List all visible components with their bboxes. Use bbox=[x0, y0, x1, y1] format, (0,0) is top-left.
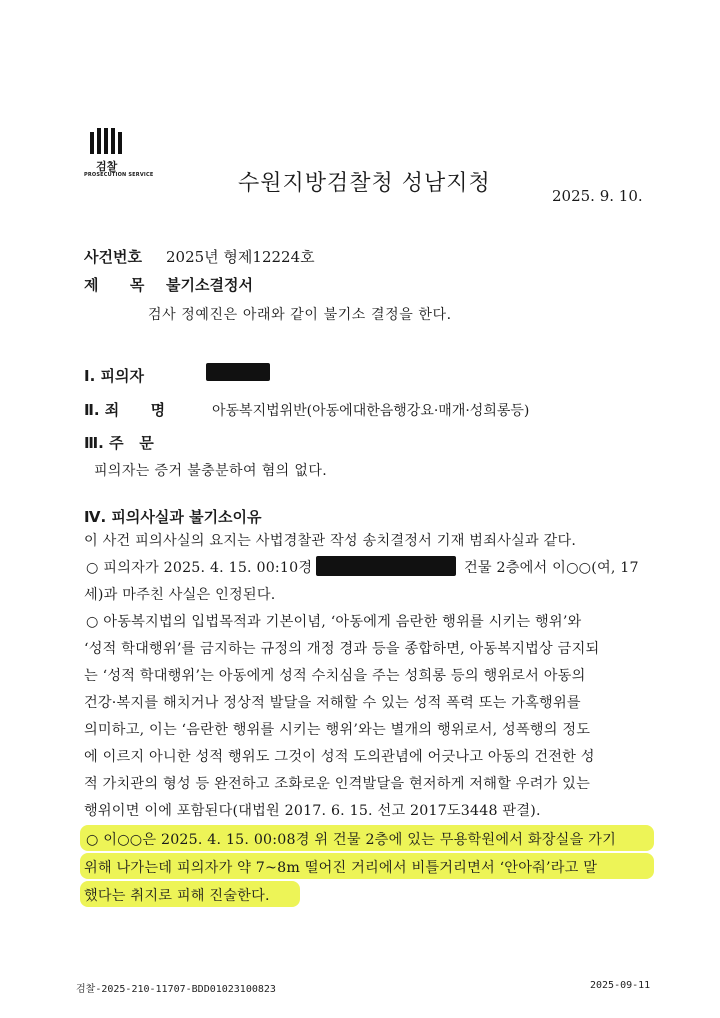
logo-bars-icon bbox=[90, 128, 125, 154]
body-line: 이 사건 피의사실의 요지는 사법경찰관 작성 송치결정서 기재 범죄사실과 같다. bbox=[84, 533, 577, 549]
body-line: 는 ‘성적 학대행위’는 아동에게 성적 수치심을 주는 성희롱 등의 행위로서 아동의 bbox=[84, 668, 586, 684]
section-2-heading: Ⅱ. 죄 명 bbox=[84, 401, 166, 419]
body-line: 의미하고, 이는 ‘음란한 행위를 시키는 행위’와는 별개의 행위로서, 성폭행의 정도 bbox=[84, 722, 591, 738]
section-1-heading: Ⅰ. 피의자 bbox=[84, 367, 144, 385]
office-name: 수원지방검찰청 성남지청 bbox=[238, 171, 491, 196]
section-3-heading: Ⅲ. 주 문 bbox=[84, 434, 154, 452]
logo-subtitle: PROSECUTION SERVICE bbox=[84, 172, 154, 178]
print-date: 2025-09-11 bbox=[590, 980, 651, 991]
body-line: 에 이르지 아니한 성적 행위도 그것이 성적 도의관념에 어긋나고 아동의 건전한 성 bbox=[84, 749, 595, 765]
body-line: 건강·복지를 해치거나 정상적 발달을 저해할 수 있는 성적 폭력 또는 가혹행위를 bbox=[84, 695, 581, 711]
body-line: 적 가치관의 형성 등 완전하고 조화로운 인격발달을 현저하게 저해할 우려가 있는 bbox=[84, 776, 590, 792]
location-redaction bbox=[316, 556, 456, 576]
suspect-name-redaction bbox=[206, 363, 270, 381]
prosecution-logo bbox=[84, 128, 154, 184]
body-line: 세)과 마주친 사실은 인정된다. bbox=[84, 587, 276, 603]
document-id: 검찰-2025-210-11707-BDD01023100823 bbox=[76, 984, 276, 995]
body-line: ○ 아동복지법의 입법목적과 기본이념, ‘아동에게 음란한 행위를 시키는 행위’와 bbox=[86, 614, 582, 630]
case-number-value: 2025년 형제12224호 bbox=[166, 248, 315, 266]
body-line-highlighted: 위해 나가는데 피의자가 약 7~8m 떨어진 거리에서 비틀거리면서 ‘안아줘’라고 말 bbox=[84, 860, 598, 876]
body-line: 행위이면 이에 포함된다(대법원 2017. 6. 15. 선고 2017도3448 판결). bbox=[84, 803, 541, 819]
body-line: 건물 2층에서 이○○(여, 17 bbox=[464, 560, 639, 576]
disposition-text: 피의자는 증거 불충분하여 혐의 없다. bbox=[94, 463, 328, 479]
body-line: ‘성적 학대행위’를 금지하는 규정의 개정 경과 등을 종합하면, 아동복지법상 금지되 bbox=[84, 641, 600, 657]
logo-title: 검찰 bbox=[96, 160, 118, 173]
charge-name: 아동복지법위반(아동에대한음행강요·매개·성희롱등) bbox=[212, 403, 530, 419]
document-date: 2025. 9. 10. bbox=[552, 187, 643, 205]
decision-intro: 검사 정예진은 아래와 같이 불기소 결정을 한다. bbox=[148, 307, 452, 323]
title-label: 제 목 bbox=[84, 276, 145, 294]
body-line-highlighted: 했다는 취지로 피해 진술한다. bbox=[84, 888, 270, 904]
body-line-highlighted: ○ 이○○은 2025. 4. 15. 00:08경 위 건물 2층에 있는 무용학원에서 화장실을 가기 bbox=[86, 832, 616, 848]
case-number-label: 사건번호 bbox=[84, 248, 142, 266]
section-4-heading: Ⅳ. 피의사실과 불기소이유 bbox=[84, 508, 262, 526]
title-value: 불기소결정서 bbox=[166, 276, 253, 294]
body-line: ○ 피의자가 2025. 4. 15. 00:10경 bbox=[86, 560, 313, 576]
